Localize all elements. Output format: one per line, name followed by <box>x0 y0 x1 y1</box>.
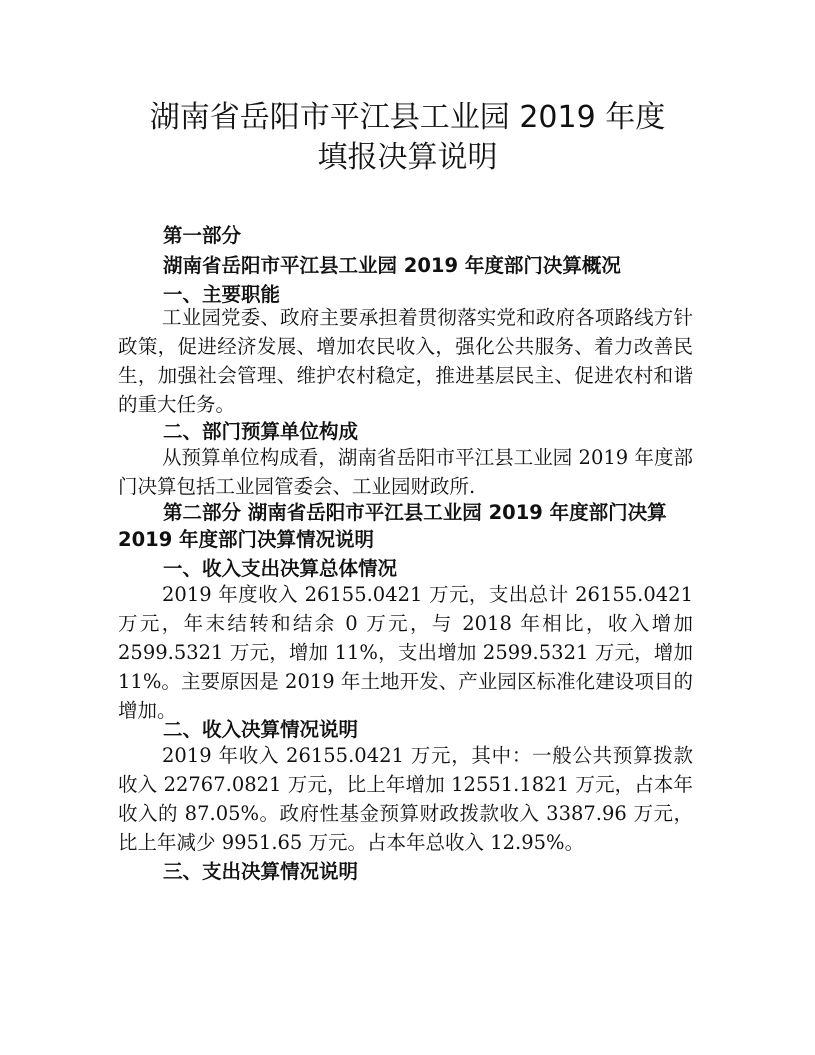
part2-section1-paragraph: 2019 年度收入 26155.0421 万元，支出总计 26155.0421 万元，年末结转和结余 0 万元，与 2018 年相比，收入增加 2599.5321 万元，增加 11%，支出增加 2599.5321 万元，增加 11%。主要原因是 2019 年土地开发、产业园区标准化建设项目的增加。 <box>118 583 693 722</box>
part2-section2-heading: 二、收入决算情况说明 <box>163 718 359 741</box>
part2-section3-heading: 三、支出决算情况说明 <box>163 860 359 883</box>
part1-label: 第一部分 <box>163 224 242 247</box>
part1-section2-paragraph: 从预算单位构成看，湖南省岳阳市平江县工业园 2019 年度部门决算包括工业园管委会、工业园财政所. <box>118 446 693 498</box>
document-title-line1: 湖南省岳阳市平江县工业园 2019 年度 <box>149 100 666 135</box>
document-title-line2: 填报决算说明 <box>317 140 498 175</box>
part1-section1-heading: 一、主要职能 <box>163 283 281 306</box>
part2-section2-paragraph: 2019 年收入 26155.0421 万元，其中：一般公共预算拨款收入 22767.0821 万元，比上年增加 12551.1821 万元，占本年收入的 87.05%。政府性基金预算财政拨款收入 3387.96 万元，比上年减少 9951.65 万元。占本年总收入 12.95%。 <box>118 744 693 854</box>
part2-heading-line1: 第二部分 湖南省岳阳市平江县工业园 2019 年度部门决算 <box>163 501 667 524</box>
part1-section2-heading: 二、部门预算单位构成 <box>163 420 359 443</box>
part1-section1-paragraph: 工业园党委、政府主要承担着贯彻落实党和政府各项路线方针政策，促进经济发展、增加农民收入，强化公共服务、着力改善民生，加强社会管理、维护农村稳定，推进基层民主、促进农村和谐的重大任务。 <box>118 306 693 416</box>
part1-subtitle: 湖南省岳阳市平江县工业园 2019 年度部门决算概况 <box>163 254 621 277</box>
part2-section1-heading: 一、收入支出决算总体情况 <box>163 557 398 580</box>
part2-heading-line2: 2019 年度部门决算情况说明 <box>118 528 375 551</box>
